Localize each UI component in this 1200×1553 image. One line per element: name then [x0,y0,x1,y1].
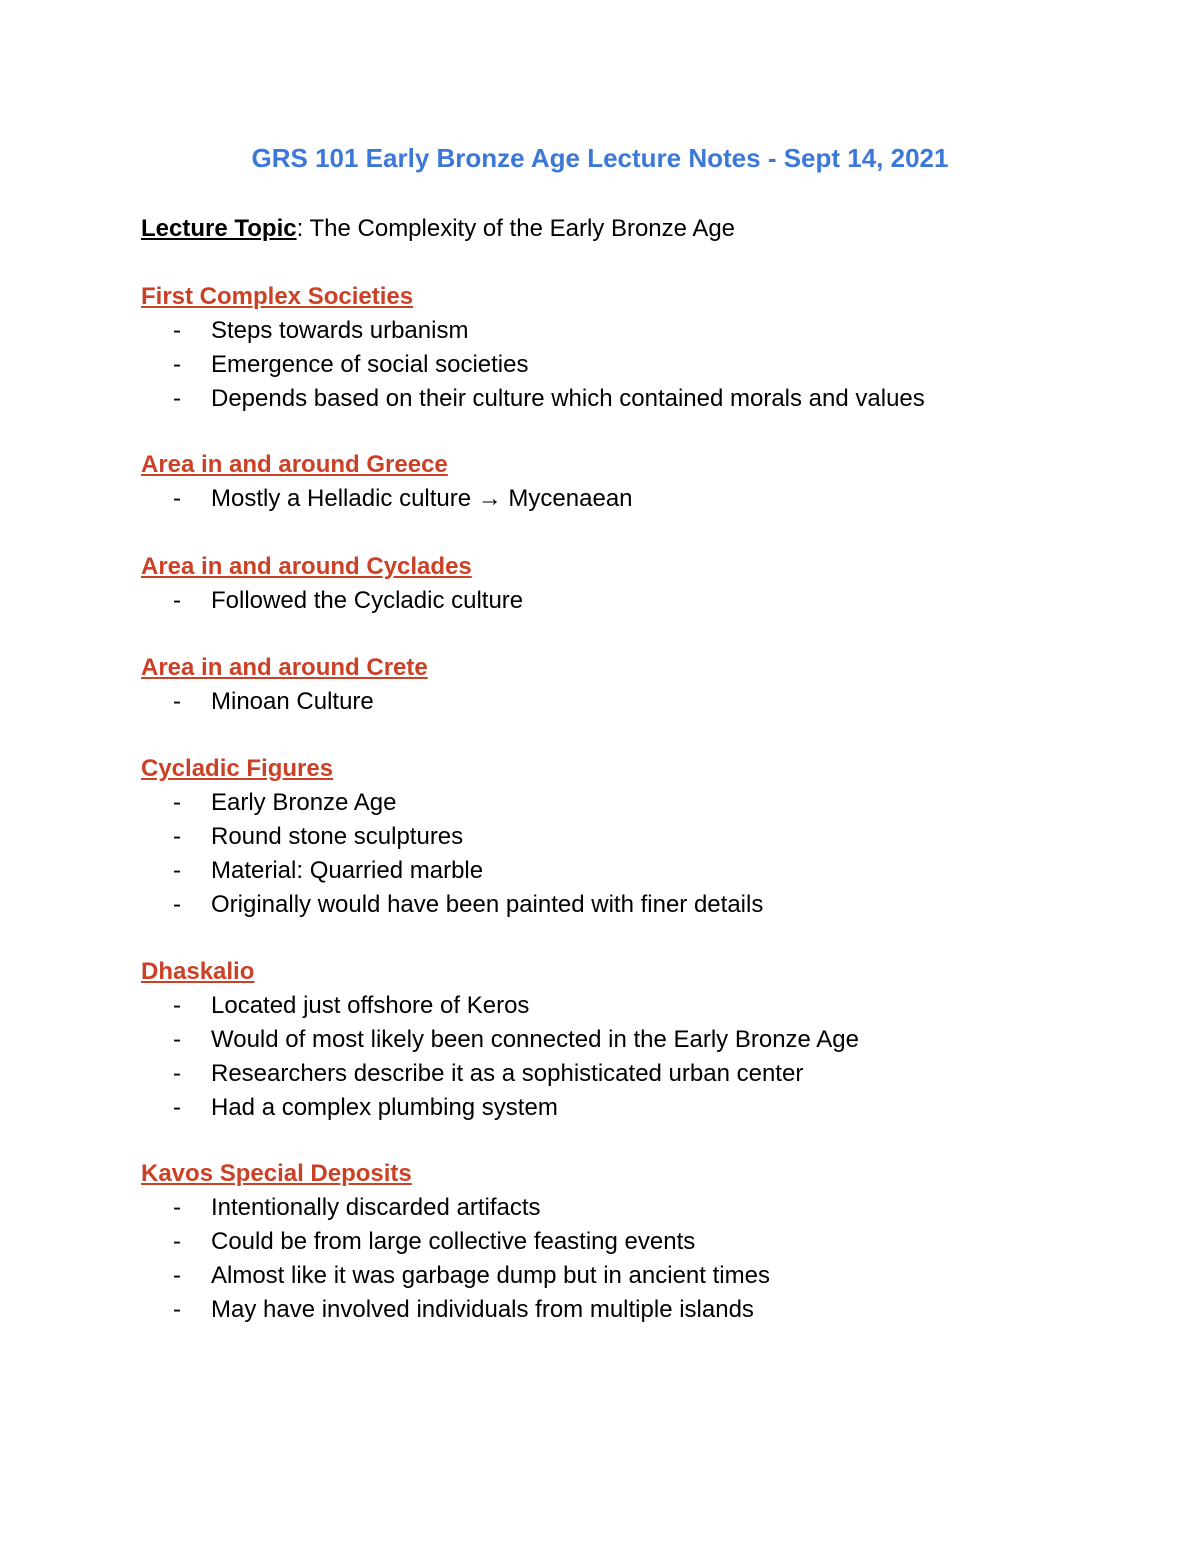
bullet-text: Originally would have been painted with finer details [211,891,764,918]
list-item [141,888,1141,922]
lecture-topic [141,212,735,246]
bullet-text: Depends based on their culture which contained morals and values [211,385,925,412]
list-item [141,1225,1141,1259]
list-item [141,482,1141,516]
section [141,280,1141,416]
section-heading: First Complex Societies [141,283,414,310]
list-item [141,314,1141,348]
list-item [141,1057,1141,1091]
list-item [141,348,1141,382]
section-heading: Area in and around Crete [141,654,428,681]
section [141,1157,1141,1327]
section-heading: Kavos Special Deposits [141,1160,412,1187]
bullet-text: May have involved individuals from multiple islands [211,1296,754,1323]
section [141,651,1141,719]
list-item [141,989,1141,1023]
bullet-dash: - [173,1194,181,1221]
list-item [141,1091,1141,1125]
bullet-text: Almost like it was garbage dump but in ancient times [211,1262,770,1289]
bullet-dash: - [173,1262,181,1289]
bullet-dash: - [173,385,181,412]
bullet-dash: - [173,1296,181,1323]
bullet-list [141,314,1141,416]
bullet-text: Mostly a Helladic culture → Mycenaean [211,485,633,512]
bullet-dash: - [173,317,181,344]
bullet-list [141,482,1141,516]
bullet-dash: - [173,351,181,378]
bullet-list [141,685,1141,719]
section [141,448,1141,516]
bullet-dash: - [173,992,181,1019]
bullet-dash: - [173,1060,181,1087]
bullet-dash: - [173,688,181,715]
bullet-text: Intentionally discarded artifacts [211,1194,541,1221]
list-item [141,382,1141,416]
bullet-dash: - [173,485,181,512]
bullet-list [141,584,1141,618]
lecture-topic-separator: : [296,215,304,242]
list-item [141,1293,1141,1327]
bullet-dash: - [173,587,181,614]
section [141,752,1141,922]
bullet-text: Researchers describe it as a sophisticated urban center [211,1060,804,1087]
section-heading: Dhaskalio [141,958,255,985]
list-item [141,685,1141,719]
bullet-text: Located just offshore of Keros [211,992,530,1019]
list-item [141,854,1141,888]
section-heading: Cycladic Figures [141,755,334,782]
section [141,955,1141,1125]
bullet-text: Followed the Cycladic culture [211,587,524,614]
list-item [141,820,1141,854]
bullet-text: Emergence of social societies [211,351,529,378]
list-item [141,786,1141,820]
list-item [141,1023,1141,1057]
bullet-text: Would of most likely been connected in the Early Bronze Age [211,1026,859,1053]
bullet-list [141,989,1141,1125]
list-item [141,1191,1141,1225]
bullet-list [141,786,1141,922]
lecture-topic-value: The Complexity of the Early Bronze Age [303,215,736,242]
bullet-text: Had a complex plumbing system [211,1094,558,1121]
bullet-text: Minoan Culture [211,688,374,715]
section [141,550,1141,618]
section-heading: Area in and around Greece [141,451,448,478]
section-heading: Area in and around Cyclades [141,553,472,580]
bullet-dash: - [173,857,181,884]
bullet-list [141,1191,1141,1327]
bullet-text: Could be from large collective feasting events [211,1228,696,1255]
bullet-text: Steps towards urbanism [211,317,469,344]
bullet-dash: - [173,891,181,918]
bullet-text: Early Bronze Age [211,789,397,816]
bullet-text: Material: Quarried marble [211,857,484,884]
lecture-topic-label: Lecture Topic [141,215,297,242]
bullet-text: Round stone sculptures [211,823,464,850]
bullet-dash: - [173,1228,181,1255]
bullet-dash: - [173,789,181,816]
list-item [141,1259,1141,1293]
bullet-dash: - [173,1026,181,1053]
bullet-dash: - [173,823,181,850]
list-item [141,584,1141,618]
bullet-dash: - [173,1094,181,1121]
page-title: GRS 101 Early Bronze Age Lecture Notes - Sept 14, 2021 [251,143,949,173]
